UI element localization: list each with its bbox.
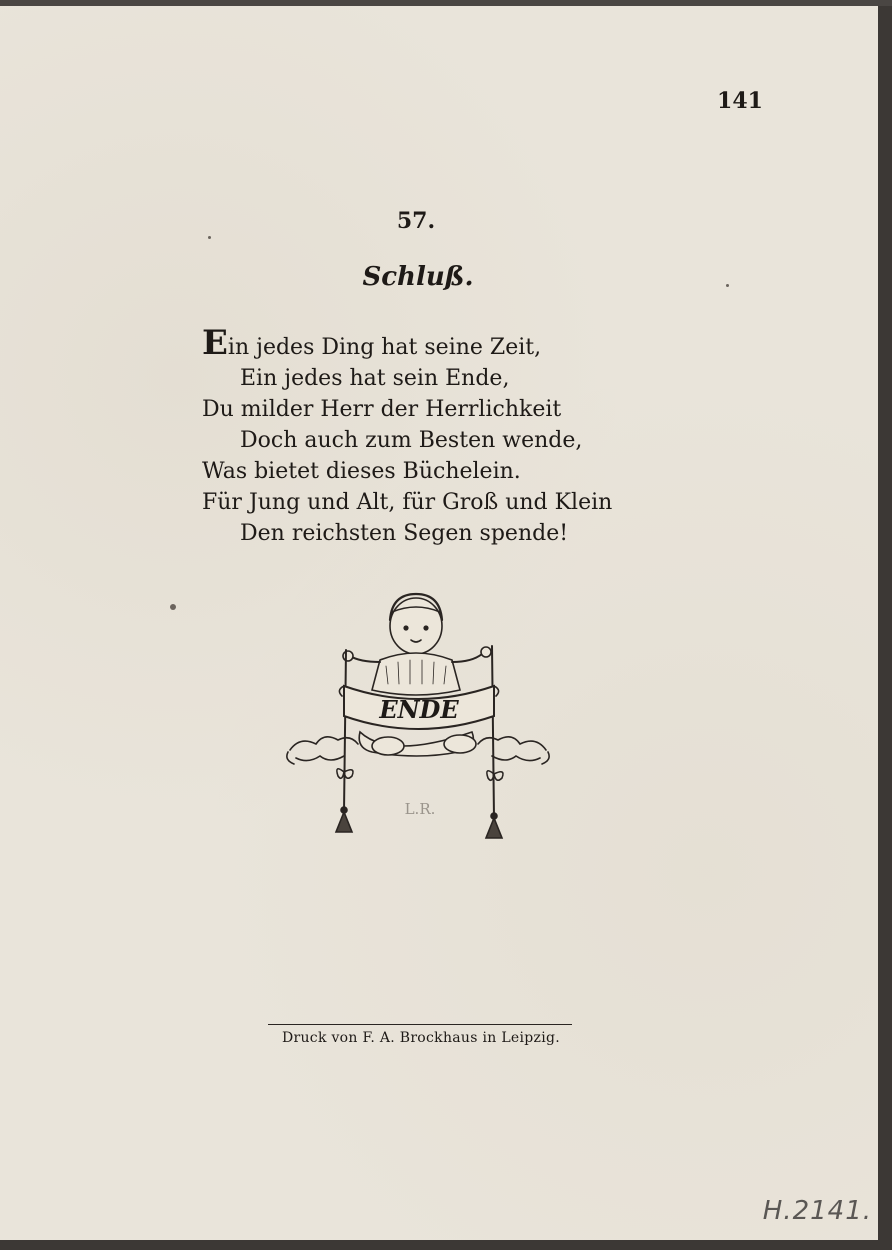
imprint-rule [268, 1024, 572, 1025]
handwritten-shelfmark: H.2141. [762, 1196, 872, 1226]
banner-text: ENDE [379, 695, 459, 724]
poem-line [202, 323, 682, 363]
page-number: 141 [717, 88, 763, 114]
poem-line: Für Jung und Alt, für Groß und Klein [202, 490, 613, 515]
paper-speck [726, 284, 729, 287]
page-bottom-edge [0, 1240, 892, 1250]
poem-line: Doch auch zum Besten wende, [240, 428, 583, 453]
poem-stanza [202, 323, 682, 549]
paper-speck [208, 236, 211, 239]
child-with-banner-illustration [282, 590, 554, 852]
drop-cap: E [202, 323, 228, 363]
illustrator-monogram: L.R. [404, 800, 436, 818]
poem-line: Ein jedes hat sein Ende, [240, 366, 510, 391]
poem-line-text: in jedes Ding hat seine Zeit, [227, 335, 542, 360]
poem-number: 57. [396, 208, 436, 234]
poem-line: Du milder Herr der Herrlichkeit [202, 397, 562, 422]
page-edge [878, 6, 892, 1250]
poem-line: Was bietet dieses Büchelein. [202, 459, 521, 484]
printer-imprint: Druck von F. A. Brockhaus in Leipzig. [281, 1030, 561, 1046]
paper-speck [170, 604, 176, 610]
poem-line: Den reichsten Segen spende! [240, 521, 569, 546]
poem-title: Schluß. [362, 262, 474, 292]
